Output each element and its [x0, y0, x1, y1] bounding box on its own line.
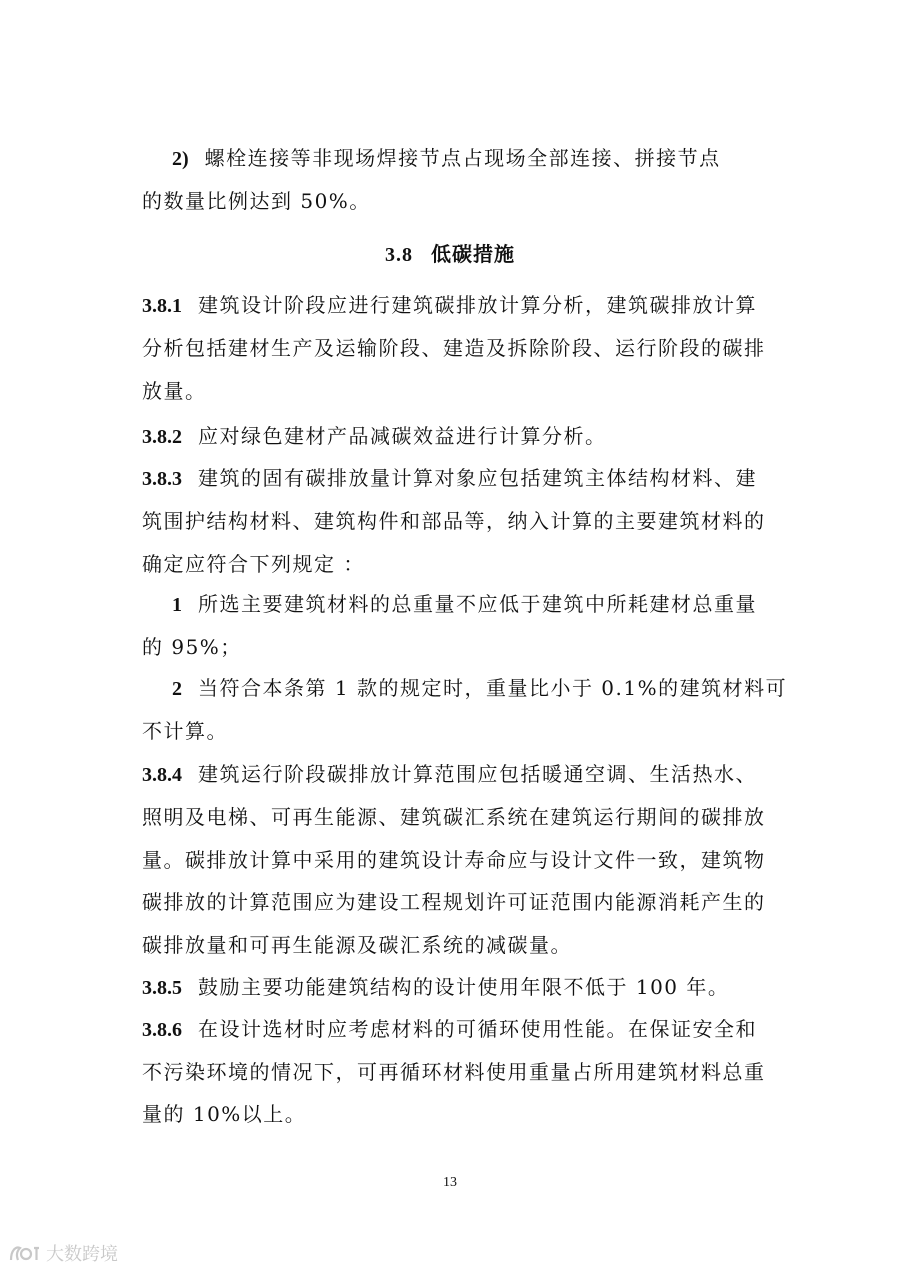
clause-384-text-1: 建筑运行阶段碳排放计算范围应包括暖通空调、生活热水、: [198, 762, 757, 786]
clause-383-item-1-line-2: 的 95%；: [142, 635, 242, 659]
item-2-text-1: 螺栓连接等非现场焊接节点占现场全部连接、拼接节点: [204, 146, 721, 170]
clause-383-item-1-line-1: [172, 589, 802, 620]
clause-381-line-1: [142, 290, 772, 321]
section-title: 低碳措施: [431, 242, 515, 266]
clause-381-number: 3.8.1: [142, 295, 182, 317]
clause-383-item-1-number: 1: [172, 594, 182, 616]
clause-383-item-1-text-1: 所选主要建筑材料的总重量不应低于建筑中所耗建材总重量: [198, 592, 757, 616]
clause-383-item-2-line-2: 不计算。: [142, 719, 228, 743]
clause-383-text-1: 建筑的固有碳排放量计算对象应包括建筑主体结构材料、建: [198, 466, 757, 490]
clause-381-line-3: 放量。: [142, 379, 207, 403]
clause-382-line-1: [142, 421, 772, 452]
clause-384-line-4: 碳排放的计算范围应为建设工程规划许可证范围内能源消耗产生的: [142, 890, 766, 914]
watermark: [8, 1240, 118, 1266]
clause-386-line-2: 不污染环境的情况下，可再循环材料使用重量占所用建筑材料总重: [142, 1060, 766, 1084]
clause-385-number: 3.8.5: [142, 977, 182, 999]
clause-383-item-2-text-1: 当符合本条第 1 款的规定时，重量比小于 0.1%的建筑材料可: [198, 676, 788, 700]
item-2-number: 2): [172, 148, 189, 170]
section-number: 3.8: [385, 244, 413, 266]
clause-385-line-1: [142, 972, 772, 1003]
clause-383-item-2-line-1: [172, 673, 802, 704]
clause-381-text-1: 建筑设计阶段应进行建筑碳排放计算分析，建筑碳排放计算: [198, 293, 757, 317]
clause-381-line-2: 分析包括建材生产及运输阶段、建造及拆除阶段、运行阶段的碳排: [142, 336, 766, 360]
clause-383-line-3: 确定应符合下列规定 ：: [142, 552, 365, 576]
watermark-text: 大数跨境: [46, 1244, 118, 1265]
clause-383-line-1: [142, 463, 772, 494]
clause-384-number: 3.8.4: [142, 764, 182, 786]
section-heading: [0, 239, 900, 270]
clause-384-line-3: 量。碳排放计算中采用的建筑设计寿命应与设计文件一致，建筑物: [142, 848, 766, 872]
item-2-line-1: [172, 143, 802, 174]
clause-384-line-2: 照明及电梯、可再生能源、建筑碳汇系统在建筑运行期间的碳排放: [142, 805, 766, 829]
clause-386-text-1: 在设计选材时应考虑材料的可循环使用性能。在保证安全和: [198, 1017, 757, 1041]
clause-383-line-2: 筑围护结构材料、建筑构件和部品等，纳入计算的主要建筑材料的: [142, 509, 766, 533]
clause-383-item-2-number: 2: [172, 678, 182, 700]
watermark-logo-icon: [8, 1242, 42, 1264]
item-2-line-2: 的数量比例达到 50%。: [142, 189, 371, 213]
clause-385-text-1: 鼓励主要功能建筑结构的设计使用年限不低于 100 年。: [198, 975, 730, 999]
clause-383-number: 3.8.3: [142, 468, 182, 490]
page-number: 13: [443, 1175, 457, 1190]
clause-386-number: 3.8.6: [142, 1019, 182, 1041]
clause-384-line-1: [142, 759, 772, 790]
clause-382-number: 3.8.2: [142, 426, 182, 448]
clause-386-line-1: [142, 1014, 772, 1045]
clause-382-text-1: 应对绿色建材产品减碳效益进行计算分析。: [198, 424, 607, 448]
clause-386-line-3: 量的 10%以上。: [142, 1102, 307, 1126]
clause-384-line-5: 碳排放量和可再生能源及碳汇系统的减碳量。: [142, 933, 572, 957]
